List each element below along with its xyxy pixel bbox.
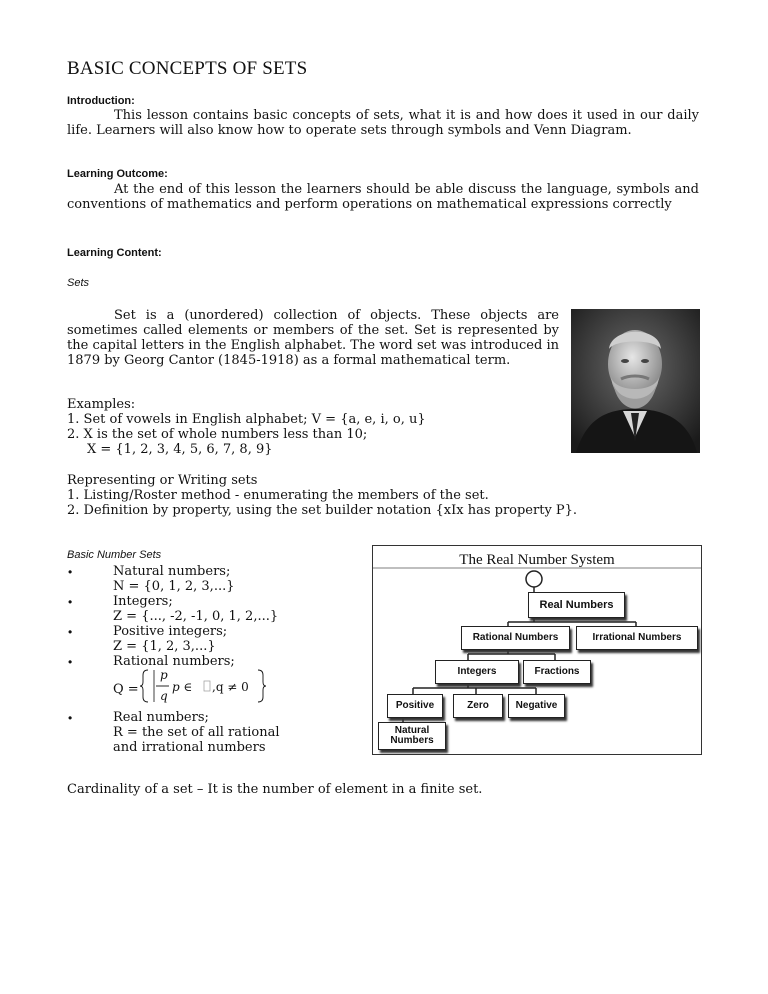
rational-condition-2: ,q ≠ 0 [212,680,249,694]
positive-node: Positive [387,694,443,718]
diagram-title: The Real Number System [459,552,615,568]
integers-node: Integers [435,660,519,684]
real-def-1: R = the set of all rational [113,725,280,740]
real-number-system-diagram [372,545,702,755]
irrational-numbers-node: Irrational Numbers [576,626,698,650]
negative-node: Negative [508,694,565,718]
real-numbers-node: Real Numbers [528,592,625,618]
real-def-2: and irrational numbers [113,740,266,755]
content-heading: Learning Content: [67,247,162,259]
bullet: • [68,655,73,669]
page-title: BASIC CONCEPTS OF SETS [67,58,308,79]
representing-1: 1. Listing/Roster method - enumerating the members of the set. [67,488,489,503]
real-label: Real numbers; [113,710,209,725]
examples-label: Examples: [67,397,136,412]
fractions-node: Fractions [523,660,591,684]
integers-def: Z = {..., -2, -1, 0, 1, 2,...} [113,609,279,624]
example-2-set: X = {1, 2, 3, 4, 5, 6, 7, 8, 9} [87,442,273,457]
integers-label: Integers; [113,594,173,609]
positive-def: Z = {1, 2, 3,...} [113,639,216,654]
bullet: • [68,711,73,725]
intro-heading: Introduction: [67,95,135,107]
representing-2: 2. Definition by property, using the set builder notation {xIx has property P}. [67,503,578,518]
outcome-text: At the end of this lesson the learners should be able discuss the language, symbols and conventions of mathematics and perform operations on mathematical expressions correctly [67,182,699,212]
sets-subheading: Sets [67,277,90,289]
intro-text: This lesson contains basic concepts of sets, what it is and how does it used in our daily life. Learners will also know how to operate sets through symbols and Venn Diagram. [67,108,699,138]
zero-node: Zero [453,694,503,718]
rational-label: Rational numbers; [113,654,235,669]
representing-label: Representing or Writing sets [67,473,258,488]
rational-numbers-node: Rational Numbers [461,626,570,650]
natural-numbers-node: Natural Numbers [378,722,446,750]
natural-label: Natural numbers; [113,564,231,579]
example-1: 1. Set of vowels in English alphabet; V = {a, e, i, o, u} [67,412,426,427]
positive-label: Positive integers; [113,624,228,639]
sets-paragraph: Set is a (unordered) collection of objects. These objects are sometimes called elements or members of the set. Set is represented by the capital letters in the English alphabet. The word set was introduced in 1879 by Georg Cantor (1845-1918) as a formal mathematical term. [67,308,559,368]
outcome-heading: Learning Outcome: [67,168,168,180]
number-sets-subheading: Basic Number Sets [67,549,162,561]
georg-cantor-photo [571,309,700,453]
bullet: • [68,565,73,579]
example-2: 2. X is the set of whole numbers less than 10; [67,427,368,442]
bullet: • [68,625,73,639]
rational-denominator: q [160,689,168,703]
bullet: • [68,595,73,609]
rational-condition: p ∈ [172,680,193,694]
rational-numerator: p [160,668,168,682]
rational-q: Q = [113,682,139,697]
cardinality-text: Cardinality of a set – It is the number of element in a finite set. [67,782,483,797]
natural-def: N = {0, 1, 2, 3,...} [113,579,235,594]
